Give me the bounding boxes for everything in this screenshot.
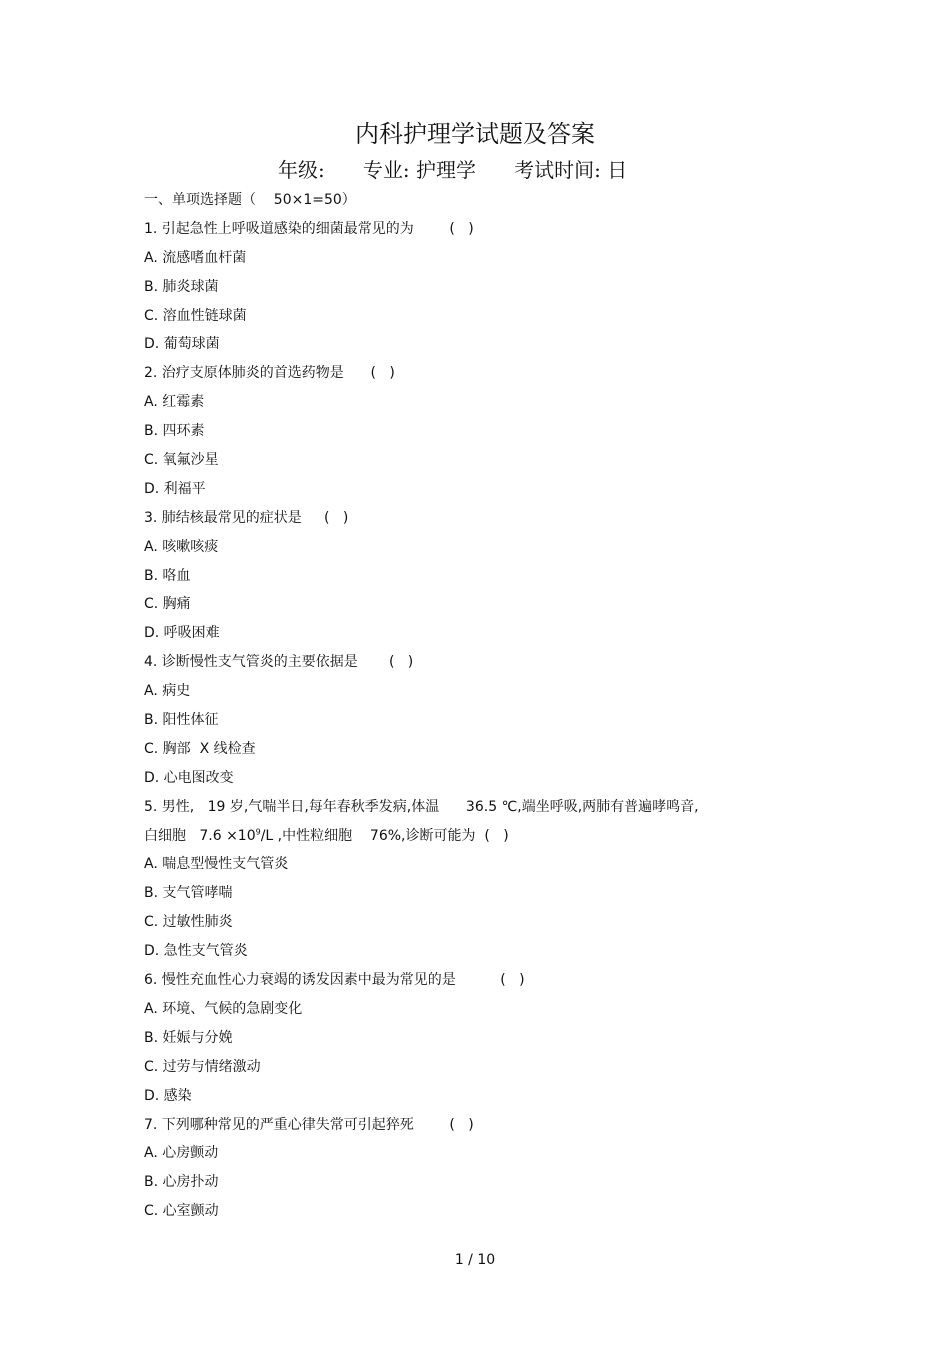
option: A. 环境、气候的急剧变化: [144, 1000, 303, 1017]
option: A. 流感嗜血杆菌: [144, 249, 247, 266]
option: B. 四环素: [144, 423, 205, 440]
option: C. 过劳与情绪激动: [144, 1058, 261, 1075]
option: C. 溶血性链球菌: [144, 307, 247, 324]
document-title: 内科护理学试题及答案: [355, 120, 595, 148]
stem-text: /L ,中性粒细胞 76%,诊断可能为 ( ): [260, 827, 509, 844]
option: C. 心室颤动: [144, 1203, 219, 1220]
option: D. 利福平: [144, 480, 206, 497]
question-stem: 5. 男性, 19 岁,气喘半日,每年春秋季发病,体温 36.5 ℃,端坐呼吸,两肺有普遍哮鸣音,: [144, 798, 699, 815]
section-heading: 一、单项选择题（ 50×1=50）: [144, 192, 356, 208]
option: D. 急性支气管炎: [144, 943, 248, 960]
option: A. 心房颤动: [144, 1145, 219, 1162]
option: B. 支气管哮喘: [144, 885, 233, 902]
option: D. 感染: [144, 1087, 192, 1104]
option: B. 妊娠与分娩: [144, 1029, 233, 1046]
question-stem-continuation: [144, 822, 824, 851]
question-stem: 2. 治疗支原体肺炎的首选药物是 ( ): [144, 365, 395, 382]
option: D. 呼吸困难: [144, 625, 220, 642]
stem-text: 白细胞 7.6 ×10: [144, 827, 256, 844]
document-subtitle: 年级: 专业: 护理学 考试时间: 日: [278, 158, 628, 182]
page-number: 1 / 10: [454, 1252, 496, 1268]
option: A. 喘息型慢性支气管炎: [144, 856, 289, 873]
option: B. 阳性体征: [144, 712, 219, 729]
option: A. 病史: [144, 683, 191, 700]
option: C. 胸痛: [144, 596, 191, 613]
question-stem: 3. 肺结核最常见的症状是 ( ): [144, 509, 349, 526]
option: D. 葡萄球菌: [144, 336, 220, 353]
question-list: [144, 186, 824, 1226]
option: C. 胸部 X 线检查: [144, 740, 256, 757]
option: C. 氧氟沙星: [144, 452, 219, 469]
question-stem: 1. 引起急性上呼吸道感染的细菌最常见的为 ( ): [144, 220, 474, 237]
option: C. 过敏性肺炎: [144, 914, 233, 931]
question-stem: 6. 慢性充血性心力衰竭的诱发因素中最为常见的是 ( ): [144, 972, 525, 989]
question-stem: 4. 诊断慢性支气管炎的主要依据是 ( ): [144, 654, 414, 671]
option: D. 心电图改变: [144, 769, 234, 786]
option: B. 咯血: [144, 567, 191, 584]
option: B. 肺炎球菌: [144, 278, 219, 295]
option: B. 心房扑动: [144, 1174, 219, 1191]
option: A. 咳嗽咳痰: [144, 538, 219, 555]
exponent: 9: [255, 826, 261, 836]
option: A. 红霉素: [144, 394, 205, 411]
question-stem: 7. 下列哪种常见的严重心律失常可引起猝死 ( ): [144, 1116, 474, 1133]
